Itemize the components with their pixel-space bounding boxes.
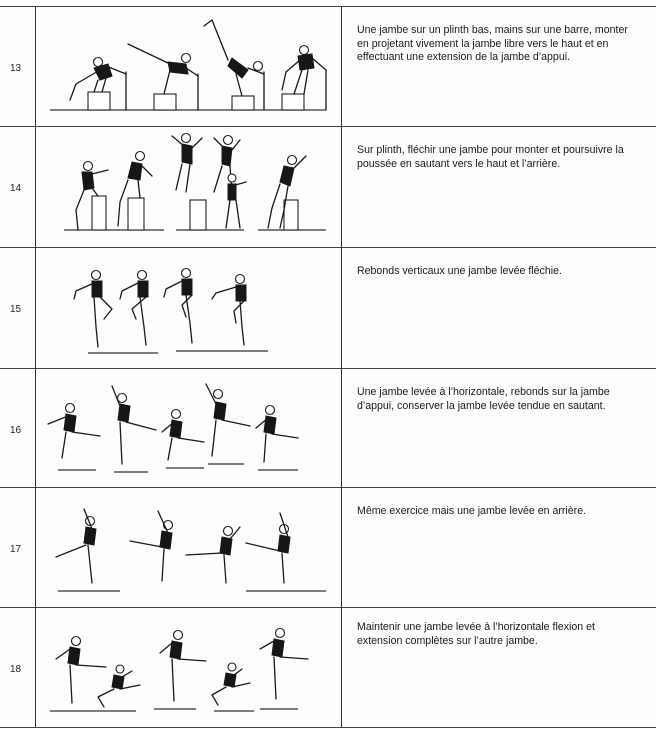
exercise-description: Même exercice mais une jambe levée en arrière. xyxy=(357,505,587,517)
exercise-description: Rebonds verticaux une jambe levée fléchie. xyxy=(357,265,562,277)
exercise-illustration xyxy=(36,257,340,361)
exercise-number: 18 xyxy=(10,664,22,675)
exercise-number: 16 xyxy=(10,425,22,436)
row-divider xyxy=(0,727,656,728)
exercise-row-16 xyxy=(0,368,656,487)
exercise-description: Une jambe levée à l’horizontale, rebonds sur la jambe d’appui, conserver la jambe levée tendue en sautant. xyxy=(357,386,610,412)
exercise-illustration xyxy=(36,380,340,480)
exercise-row-14 xyxy=(0,126,656,247)
exercise-illustration xyxy=(36,623,340,721)
exercise-illustration xyxy=(36,14,340,122)
exercise-row-17 xyxy=(0,487,656,607)
exercise-number: 17 xyxy=(10,544,22,555)
exercise-illustration xyxy=(36,130,340,242)
exercise-number: 14 xyxy=(10,183,22,194)
exercise-illustration xyxy=(36,499,340,601)
exercise-description: Sur plinth, fléchir une jambe pour monter et poursuivre la poussée en sautant vers le haut et l’arrière. xyxy=(357,144,624,170)
exercise-row-18 xyxy=(0,607,656,727)
exercise-description: Une jambe sur un plinth bas, mains sur une barre, monter en projetant vivement la jambe libre vers le haut et en effectuant une extension de la jambe d’appui. xyxy=(357,24,628,64)
exercise-number: 13 xyxy=(10,63,22,74)
exercise-row-15 xyxy=(0,247,656,368)
exercise-number: 15 xyxy=(10,304,22,315)
exercise-description: Maintenir une jambe levée à l’horizontale flexion et extension complètes sur l’autre jambe. xyxy=(357,621,595,647)
exercise-row-13 xyxy=(0,6,656,126)
